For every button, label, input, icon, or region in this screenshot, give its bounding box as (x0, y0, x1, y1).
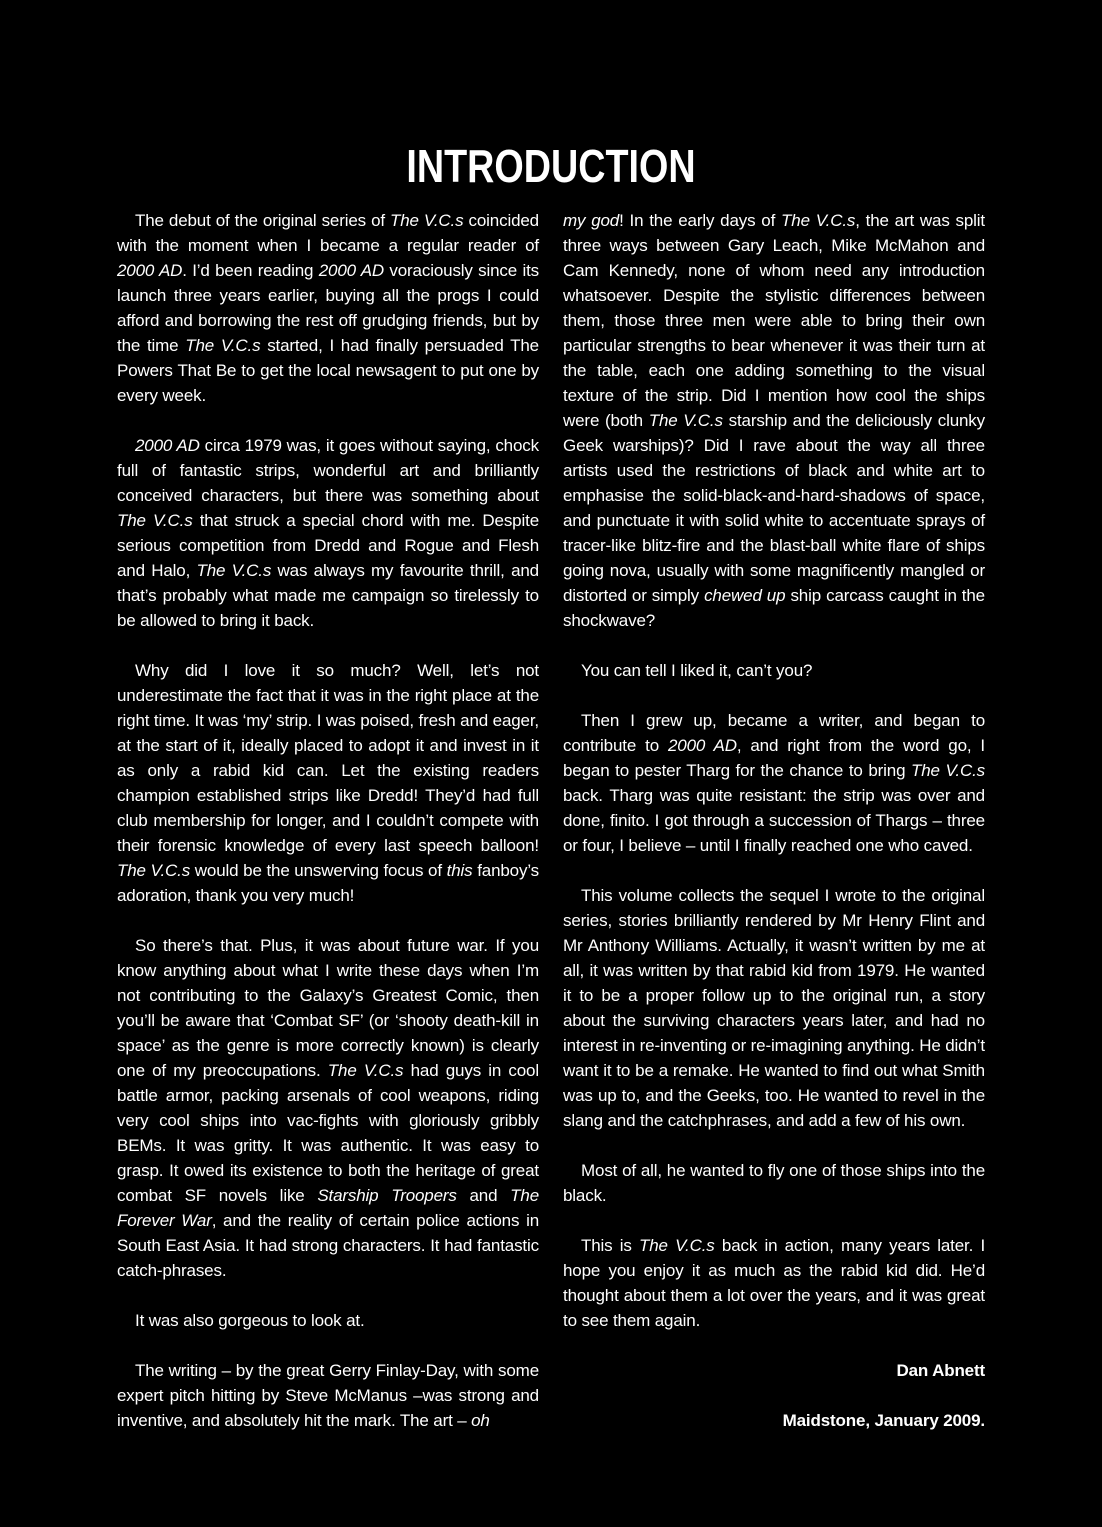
right-column (563, 208, 985, 1433)
paragraph: It was also gorgeous to look at. (135, 1311, 365, 1330)
signature (563, 1358, 985, 1433)
paragraph: The writing – by the great Gerry Finlay-Day, with some expert pitch hitting by Steve McManus –was strong and inventive, and absolutely hit the mark. The art – oh (117, 1361, 539, 1430)
paragraph: Most of all, he wanted to fly one of those ships into the black. (563, 1161, 985, 1205)
paragraph: So there’s that. Plus, it was about future war. If you know anything about what I write these days when I’m not contributing to the Galaxy’s Greatest Comic, then you’ll be aware that ‘Combat SF’ (or ‘shooty death-kill in space’ as the genre is more correctly known) is clearly one of my preoccupations. The V.C.s had guys in cool battle armor, packing arsenals of cool weapons, riding very cool ships into vac-fights with gloriously gribbly BEMs. It was gritty. It was authentic. It was easy to grasp. It owed its existence to both the heritage of great combat SF novels like Starship Troopers and The Forever War, and the reality of certain police actions in South East Asia. It had strong characters. It had fantastic catch-phrases. (117, 936, 539, 1280)
paragraph: Then I grew up, became a writer, and began to contribute to 2000 AD, and right from the word go, I began to pester Tharg for the chance to bring The V.C.s back. Tharg was quite resistant: the strip was over and done, finito. I got through a succession of Thargs – three or four, I believe – until I finally reached one who caved. (563, 711, 986, 855)
paragraph: Why did I love it so much? Well, let’s not underestimate the fact that it was in the right place at the right time. It was ‘my’ strip. I was poised, fresh and eager, at the start of it, ideally placed to adopt it and invest in it as only a rabid kid can. Let the existing readers champion established strips like Dredd! They’d had full club membership for longer, and I couldn’t compete with their forensic knowledge of every last speech balloon! The V.C.s would be the unswerving focus of this fanboy’s adoration, thank you very much! (117, 661, 540, 905)
paragraph: This volume collects the sequel I wrote to the original series, stories brilliantly rendered by Mr Henry Flint and Mr Anthony Williams. Actually, it wasn’t written by me at all, it was written by that rabid kid from 1979. He wanted it to be a proper follow up to the original run, a story about the surviving characters years later, and had no interest in re-inventing or re-imagining anything. He didn’t want it to be a remake. He wanted to find out what Smith was up to, and the Geeks, too. He wanted to revel in the slang and the catchphrases, and add a few of his own. (563, 886, 985, 1130)
paragraph: This is The V.C.s back in action, many years later. I hope you enjoy it as much as the rabid kid did. He’d thought about them a lot over the years, and it was great to see them again. (563, 1236, 986, 1330)
left-column (117, 208, 539, 1433)
place-date: Maidstone, January 2009. (782, 1411, 985, 1430)
paragraph: 2000 AD circa 1979 was, it goes without saying, chock full of fantastic strips, wonderful art and brilliantly conceived characters, but there was something about The V.C.s that struck a special chord with me. Despite serious competition from Dredd and Rogue and Flesh and Halo, The V.C.s was always my favourite thrill, and that’s probably what made me campaign so tirelessly to be allowed to bring it back. (117, 436, 539, 630)
paragraph: my god! In the early days of The V.C.s, the art was split three ways between Gary Leach, Mike McMahon and Cam Kennedy, none of whom need any introduction whatsoever. Despite the stylistic differences between them, those three men were able to bring their own particular strengths to bear whenever it was their turn at the table, each one adding something to the visual texture of the strip. Did I mention how cool the ships were (both The V.C.s starship and the deliciously clunky Geek warships)? Did I rave about the way all three artists used the restrictions of black and white art to emphasise the solid-black-and-hard-shadows of space, and punctuate it with solid white to accentuate sprays of tracer-like blitz-fire and the blast-ball white flare of ships going nova, usually with some magnificently mangled or distorted or simply chewed up ship carcass caught in the shockwave? (563, 211, 986, 630)
author-name: Dan Abnett (896, 1361, 985, 1380)
paragraph: You can tell I liked it, can’t you? (581, 661, 813, 680)
page-title: INTRODUCTION (406, 140, 696, 192)
paragraph: The debut of the original series of The V.C.s coincided with the moment when I became a regular reader of 2000 AD. I’d been reading 2000 AD voraciously since its launch three years earlier, buying all the progs I could afford and borrowing the rest off grudging friends, but by the time The V.C.s started, I had finally persuaded The Powers That Be to get the local newsagent to put one by every week. (117, 211, 540, 405)
